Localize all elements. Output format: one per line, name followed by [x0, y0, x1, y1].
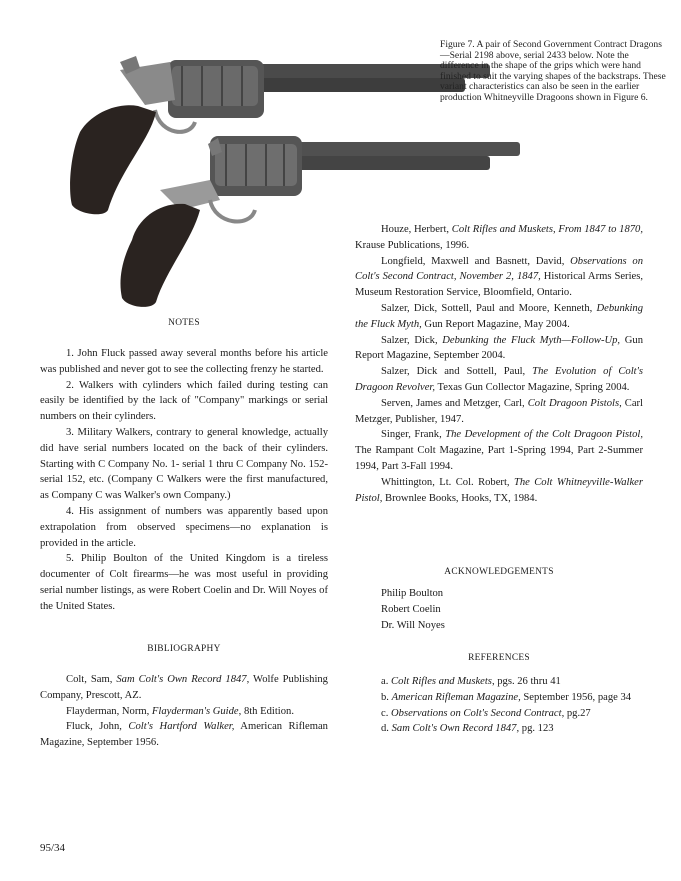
note-item: 3. Military Walkers, contrary to general knowledge, actually did have serial numbers located on the back of their cylinders. Starting with C Company No. 1- serial 1 thru C Company No. 152-serial 152, etc. (Company C Walkers were the first manufactured, as Company C was Walker's own Company.): [40, 426, 328, 502]
bib-entry: Houze, Herbert, Colt Rifles and Muskets, From 1847 to 1870, Krause Publications, 1996.: [355, 224, 643, 251]
ack-name: Robert Coelin: [381, 604, 441, 615]
figure-caption: Figure 7. A pair of Second Government Contract Dragons—Serial 2198 above, serial 2433 below. Note the difference in the shape of the grips which were hand finished to suit the varying shapes of the backstraps. These variant characteristics can also be seen in the earlier production Whitneyville Dragoons shown in Figure 6.: [440, 39, 666, 103]
reference-item: d. Sam Colt's Own Record 1847, pg. 123: [381, 723, 554, 735]
notes-heading: NOTES: [168, 318, 200, 328]
bib-entry: Whittington, Lt. Col. Robert, The Colt Whitneyville-Walker Pistol, Brownlee Books, Hooks, TX, 1984.: [355, 476, 643, 504]
bib-entry: Longfield, Maxwell and Basnett, David, Observations on Colt's Second Contract, November 2, 1847, Historical Arms Series, Museum Restoration Service, Bloomfield, Ontario.: [355, 255, 643, 299]
acknowledgements-heading: ACKNOWLEDGEMENTS: [444, 567, 554, 577]
bib-entry: Colt, Sam, Sam Colt's Own Record 1847, Wolfe Publishing Company, Prescott, AZ.: [40, 674, 328, 701]
references-list: [355, 674, 643, 737]
bibliography-heading: BIBLIOGRAPHY: [147, 644, 221, 654]
acknowledgements-list: [355, 586, 643, 634]
bib-entry: Singer, Frank, The Development of the Colt Dragoon Pistol, The Rampant Colt Magazine, Part 1-Spring 1994, Part 2-Summer 1994, Part 3-Fall 1994.: [355, 429, 643, 472]
bib-entry: Salzer, Dick, Sottell, Paul and Moore, Kenneth, Debunking the Fluck Myth, Gun Report Magazine, May 2004.: [355, 302, 643, 330]
bib-entry: Serven, James and Metzger, Carl, Colt Dragoon Pistols, Carl Metzger, Publisher, 1947.: [355, 397, 644, 425]
notes-list: [40, 346, 328, 615]
note-item: 4. His assignment of numbers was apparently based upon extrapolation from observed specimens—no explanation is provided in the article.: [40, 505, 328, 549]
ack-name: Dr. Will Noyes: [381, 620, 445, 631]
bibliography-right: [355, 222, 643, 506]
bib-entry: Salzer, Dick and Sottell, Paul, The Evolution of Colt's Dragoon Revolver, Texas Gun Collector Magazine, Spring 2004.: [355, 366, 644, 393]
reference-item: b. American Rifleman Magazine, September 1956, page 34: [381, 691, 632, 703]
bib-entry: Fluck, John, Colt's Hartford Walker, American Rifleman Magazine, September 1956.: [40, 721, 328, 749]
bib-entry: Salzer, Dick, Debunking the Fluck Myth—Follow-Up, Gun Report Magazine, September 2004.: [355, 334, 643, 362]
note-item: 5. Philip Boulton of the United Kingdom is a tireless documenter of Colt firearms—he was most useful in providing serial number listings, as were Robert Coelin and Dr. Will Noyes of the United States.: [40, 553, 328, 612]
ack-name: Philip Boulton: [381, 588, 444, 599]
bibliography-left: [40, 672, 328, 751]
note-item: 1. John Fluck passed away several months before his article was published and never got to see the collecting frenzy he started.: [40, 348, 328, 375]
bib-entry: Flayderman, Norm, Flayderman's Guide, 8th Edition.: [66, 705, 294, 717]
references-heading: REFERENCES: [468, 653, 530, 663]
reference-item: c. Observations on Colt's Second Contract, pg.27: [381, 707, 591, 719]
reference-item: a. Colt Rifles and Muskets, pgs. 26 thru 41: [381, 676, 561, 687]
note-item: 2. Walkers with cylinders which failed during testing can easily be identified by the lack of "Company" markings or serial numbers on their cylinders.: [40, 379, 328, 423]
page-number: 95/34: [40, 842, 66, 854]
